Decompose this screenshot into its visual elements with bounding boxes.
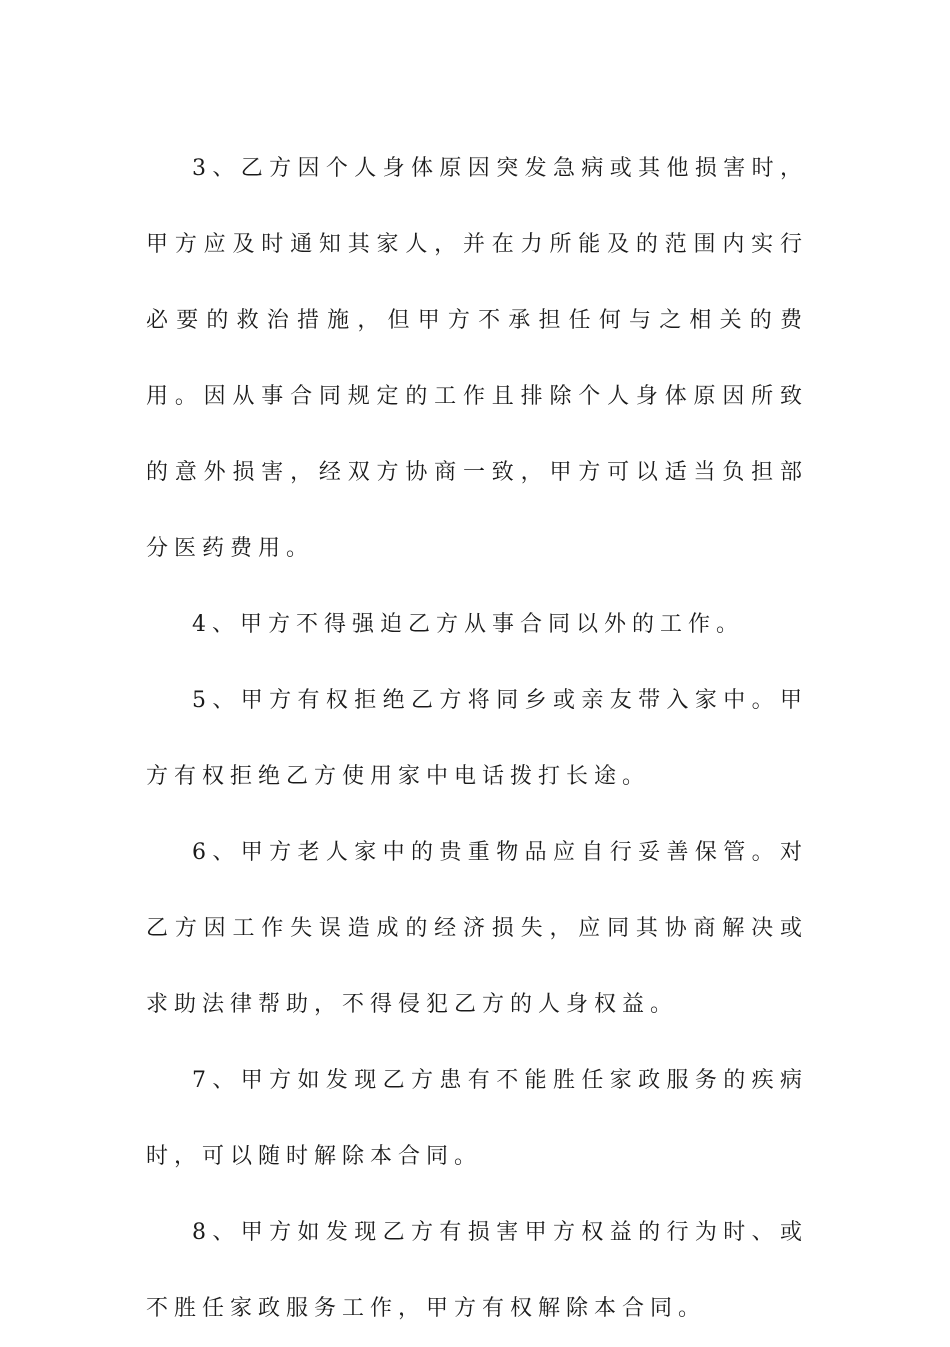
clause-7: 7、甲方如发现乙方患有不能胜任家政服务的疾病时，可以随时解除本合同。 [146, 1068, 808, 1169]
clause-6: 6、甲方老人家中的贵重物品应自行妥善保管。对乙方因工作失误造成的经济损失，应同其协商解决或求助法律帮助，不得侵犯乙方的人身权益。 [146, 840, 808, 1017]
clause-4: 4、甲方不得强迫乙方从事合同以外的工作。 [192, 612, 744, 637]
clause-5: 5、甲方有权拒绝乙方将同乡或亲友带入家中。甲方有权拒绝乙方使用家中电话拨打长途。 [146, 688, 808, 789]
document-body [146, 131, 808, 1347]
clause-8: 8、甲方如发现乙方有损害甲方权益的行为时、或不胜任家政服务工作，甲方有权解除本合同。 [146, 1220, 808, 1321]
clause-3: 3、乙方因个人身体原因突发急病或其他损害时，甲方应及时通知其家人，并在力所能及的范围内实行必要的救治措施，但甲方不承担任何与之相关的费用。因从事合同规定的工作且排除个人身体原因所致的意外损害，经双方协商一致，甲方可以适当负担部分医药费用。 [146, 156, 808, 561]
